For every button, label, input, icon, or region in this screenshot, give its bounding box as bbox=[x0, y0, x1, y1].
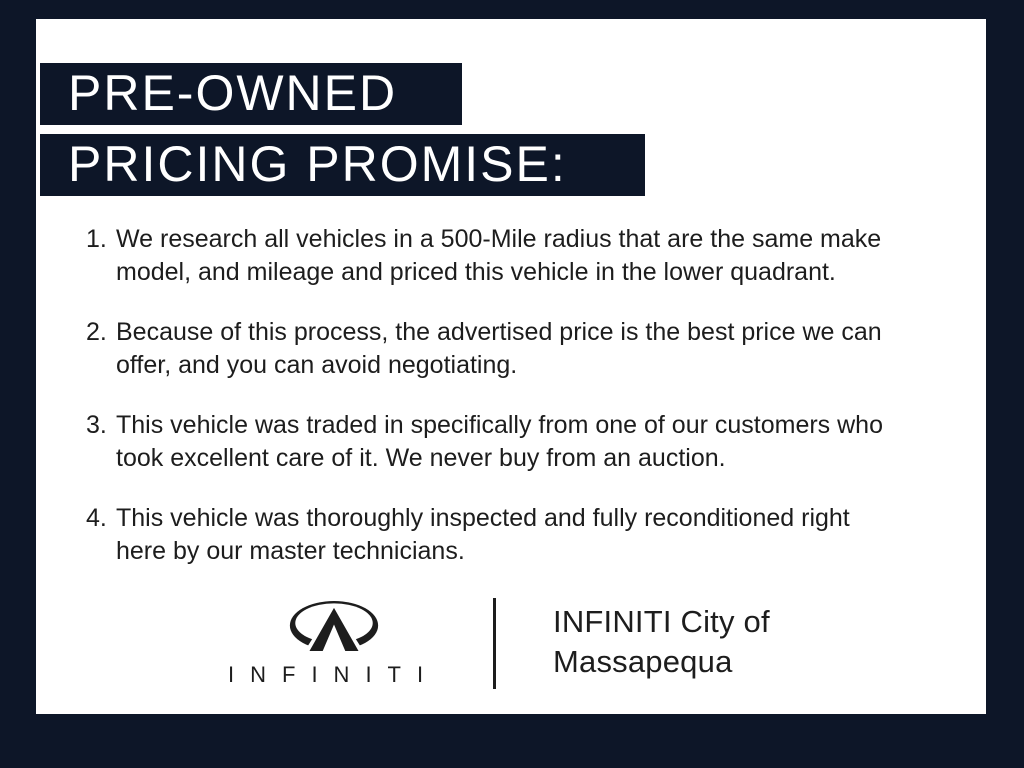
banner-pricing-promise bbox=[40, 134, 645, 196]
promise-item-text bbox=[116, 316, 966, 382]
promise-line: took excellent care of it. We never buy from an auction. bbox=[116, 444, 726, 472]
promise-line: We research all vehicles in a 500-Mile radius that are the same make bbox=[116, 225, 882, 253]
promise-item-text bbox=[116, 409, 966, 475]
promise-line: This vehicle was traded in specifically from one of our customers who bbox=[116, 411, 883, 439]
promise-item-text bbox=[116, 502, 966, 568]
promise-item-number: 3. bbox=[86, 411, 107, 439]
dealer-name-line-1: INFINITI City of bbox=[553, 604, 770, 639]
promise-list bbox=[86, 223, 966, 595]
promise-item-1 bbox=[86, 223, 966, 289]
promise-item-text bbox=[116, 223, 966, 289]
promise-item-4 bbox=[86, 502, 966, 568]
banner-pre-owned bbox=[40, 63, 462, 125]
promise-item-number: 1. bbox=[86, 225, 107, 253]
infiniti-emblem-icon bbox=[288, 600, 380, 651]
promise-item-2 bbox=[86, 316, 966, 382]
promise-line: This vehicle was thoroughly inspected and fully reconditioned right bbox=[116, 504, 850, 532]
promise-item-3 bbox=[86, 409, 966, 475]
banner-pre-owned-label: PRE-OWNED bbox=[68, 65, 398, 121]
banner-pricing-promise-label: PRICING PROMISE: bbox=[68, 136, 567, 192]
promise-item-number: 2. bbox=[86, 318, 107, 346]
promise-line: Because of this process, the advertised price is the best price we can bbox=[116, 318, 882, 346]
promise-item-number: 4. bbox=[86, 504, 107, 532]
promise-line: offer, and you can avoid negotiating. bbox=[116, 351, 518, 379]
promise-line: here by our master technicians. bbox=[116, 537, 465, 565]
dealer-name bbox=[553, 602, 770, 682]
vertical-divider bbox=[493, 598, 496, 689]
dealer-name-line-2: Massapequa bbox=[553, 644, 733, 679]
content-panel bbox=[36, 19, 986, 714]
promise-line: model, and mileage and priced this vehicle in the lower quadrant. bbox=[116, 258, 836, 286]
infiniti-wordmark: INFINITI bbox=[228, 662, 440, 687]
